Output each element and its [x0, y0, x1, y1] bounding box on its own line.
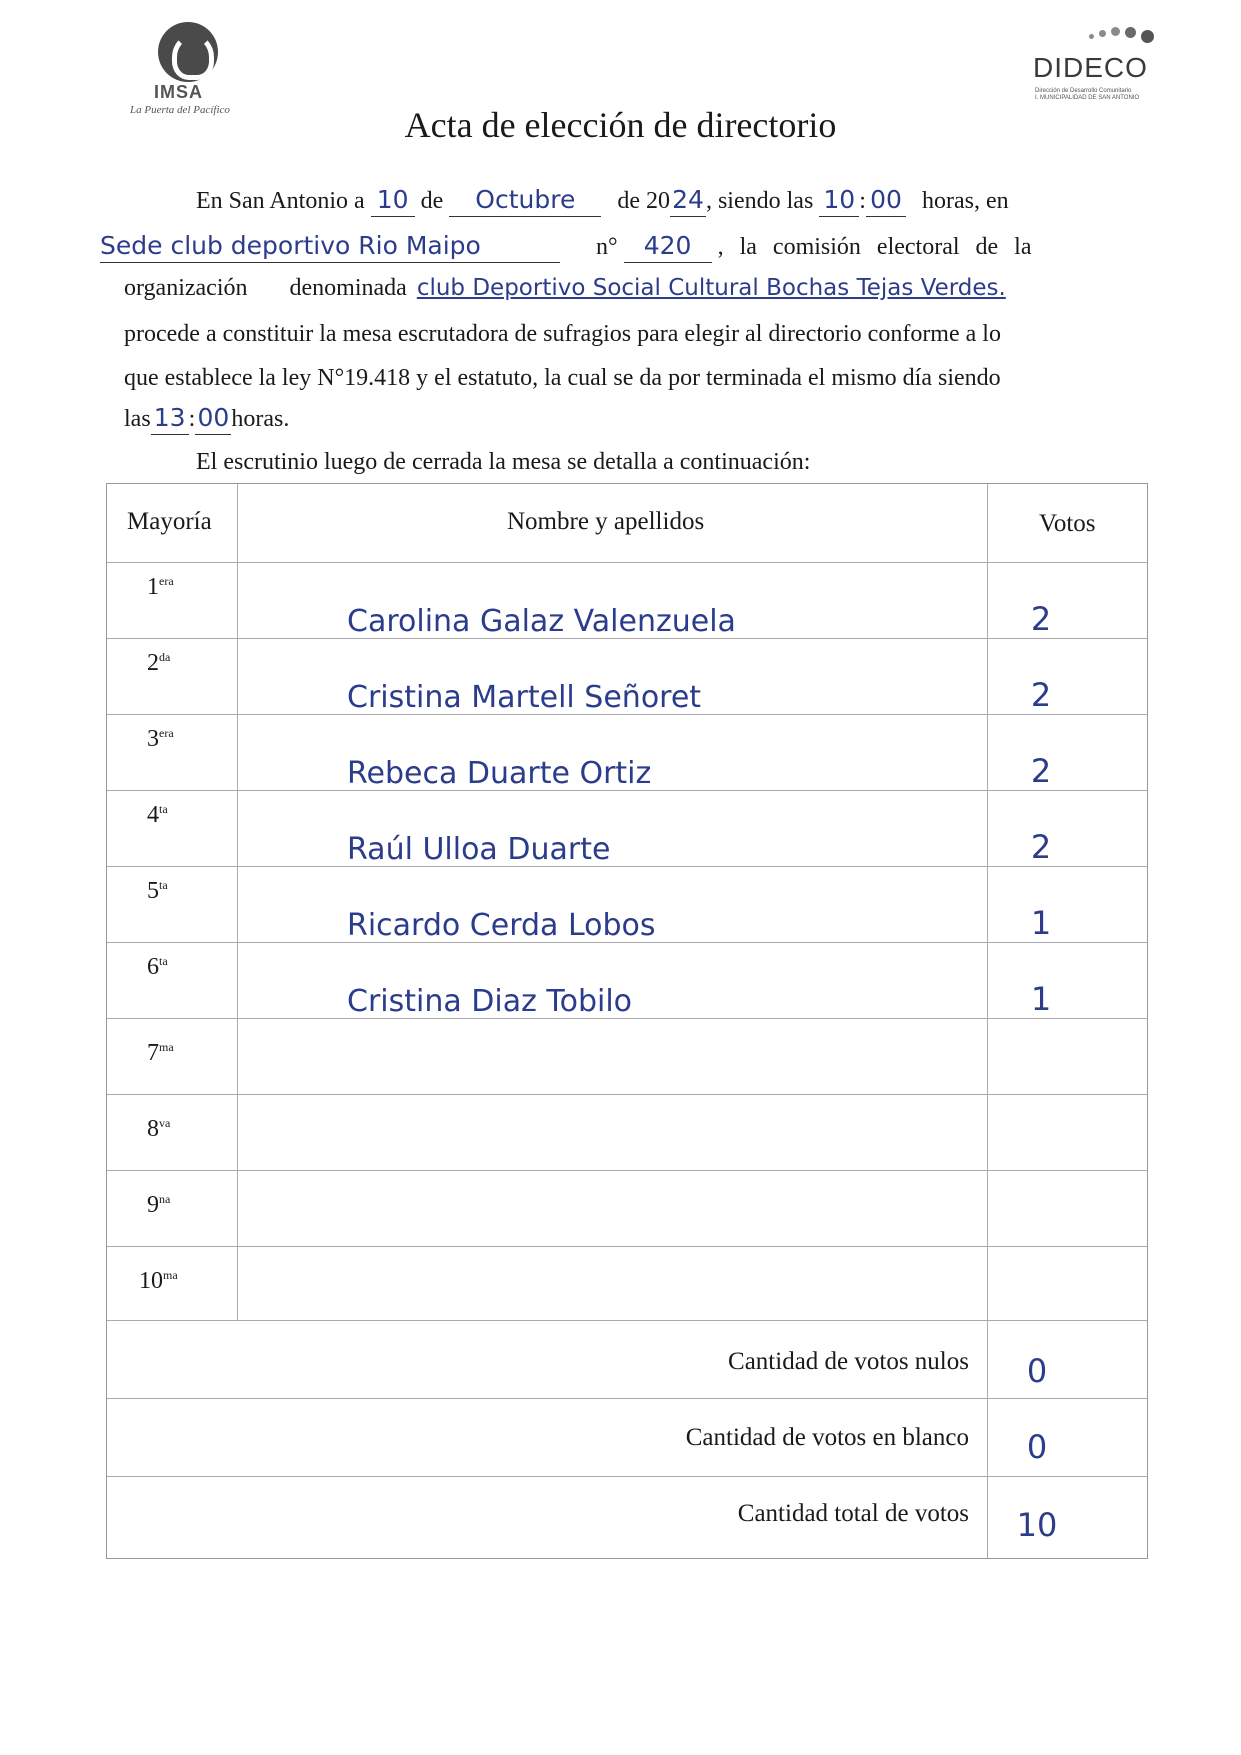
- column-divider: [237, 484, 238, 1320]
- place-field: Sede club deportivo Rio Maipo: [100, 230, 560, 263]
- row-divider: [107, 562, 1147, 563]
- rank-label: $8^{va}$: [147, 1116, 171, 1142]
- dideco-logo: [1025, 22, 1175, 112]
- rank-label: $5^{ta}$: [147, 878, 168, 904]
- candidate-name: Raúl Ulloa Duarte: [347, 832, 611, 867]
- null-votes-label: Cantidad de votos nulos: [728, 1348, 969, 1375]
- number-field: 420: [624, 230, 712, 263]
- row-divider: [107, 1246, 1147, 1247]
- candidate-name: Carolina Galaz Valenzuela: [347, 604, 736, 639]
- intro-line-4: procede a constituir la mesa escrutadora de sufragios para elegir al directorio conforme a lo: [124, 321, 1001, 347]
- end-min-field: 00: [195, 402, 231, 435]
- end-hour-field: 13: [151, 402, 189, 435]
- day-field: 10: [371, 184, 415, 217]
- candidate-votes: 1: [1030, 980, 1052, 1018]
- imsa-tagline: La Puerta del Pacífico: [130, 104, 230, 116]
- header-votos: Votos: [1039, 510, 1096, 537]
- document-title: Acta de elección de directorio: [404, 105, 837, 145]
- intro-text: En San Antonio a: [196, 188, 365, 214]
- candidate-name: Cristina Martell Señoret: [347, 680, 702, 715]
- intro-text: organización: [124, 275, 248, 301]
- total-votes-value: 10: [1016, 1506, 1058, 1544]
- null-votes-value: 0: [1026, 1352, 1048, 1390]
- month-field: Octubre: [449, 184, 601, 217]
- candidate-name: Cristina Diaz Tobilo: [347, 984, 633, 1019]
- intro-text: denominada: [289, 275, 407, 301]
- intro-text: de 20: [617, 188, 670, 214]
- intro-text: , siendo las: [705, 188, 814, 214]
- blank-votes-value: 0: [1026, 1428, 1048, 1466]
- intro-text: las: [124, 406, 151, 432]
- candidate-votes: 2: [1030, 676, 1052, 714]
- intro-text: n°: [596, 234, 618, 260]
- imsa-brand: IMSA: [154, 82, 203, 102]
- candidate-votes: 2: [1030, 828, 1052, 866]
- row-divider: [107, 1170, 1147, 1171]
- dideco-municipality: I. MUNICIPALIDAD DE SAN ANTONIO: [1035, 95, 1140, 101]
- rank-label: $9^{na}$: [147, 1192, 171, 1218]
- candidate-name: Rebeca Duarte Ortiz: [347, 756, 652, 791]
- intro-line-7: El escrutinio luego de cerrada la mesa se detalla a continuación:: [196, 449, 811, 475]
- row-divider: [107, 1476, 1147, 1477]
- start-min-field: 00: [866, 184, 906, 217]
- intro-line-3: [124, 272, 1214, 304]
- rank-label: $2^{da}$: [147, 650, 171, 676]
- rank-label: $1^{era}$: [147, 574, 174, 600]
- dideco-subtitle: Dirección de Desarrollo Comunitario: [1035, 88, 1132, 94]
- rank-label: $6^{ta}$: [147, 954, 168, 980]
- rank-label: $4^{ta}$: [147, 802, 168, 828]
- intro-text: :: [859, 188, 866, 214]
- row-divider: [107, 1094, 1147, 1095]
- intro-text: horas, en: [921, 188, 1009, 214]
- dideco-brand: DIDECO: [1033, 52, 1148, 83]
- intro-line-5: que establece la ley N°19.418 y el estatuto, la cual se da por terminada el mismo día siendo: [124, 365, 1001, 391]
- row-divider: [107, 866, 1147, 867]
- row-divider: [107, 1320, 1147, 1321]
- row-divider: [107, 1398, 1147, 1399]
- results-table: [106, 483, 1148, 1559]
- imsa-emblem-icon: [158, 22, 218, 82]
- intro-line-2: [100, 230, 1151, 263]
- intro-text: de: [420, 188, 444, 214]
- candidate-votes: 1: [1030, 904, 1052, 942]
- intro-line-1: [196, 184, 1151, 217]
- candidate-name: Ricardo Cerda Lobos: [347, 908, 656, 943]
- rank-label: $7^{ma}$: [147, 1040, 174, 1066]
- start-hour-field: 10: [819, 184, 859, 217]
- candidate-votes: 2: [1030, 752, 1052, 790]
- imsa-logo: [110, 18, 250, 118]
- intro-text: , la comisión electoral de la: [717, 234, 1032, 260]
- year-field: 24: [670, 184, 706, 217]
- rank-label: $3^{era}$: [147, 726, 174, 752]
- header-mayoria: Mayoría: [127, 508, 212, 535]
- total-votes-label: Cantidad total de votos: [737, 1500, 969, 1527]
- dideco-dots-icon: [1069, 22, 1169, 52]
- intro-text: horas.: [231, 406, 290, 432]
- candidate-votes: 2: [1030, 600, 1052, 638]
- organization-name-field: club Deportivo Social Cultural Bochas Tejas Verdes.: [416, 275, 1006, 301]
- rank-label: $10^{ma}$: [139, 1268, 178, 1294]
- blank-votes-label: Cantidad de votos en blanco: [685, 1424, 969, 1451]
- intro-line-6: [124, 402, 1151, 435]
- intro-text: :: [188, 406, 196, 432]
- header-nombre: Nombre y apellidos: [507, 508, 705, 535]
- column-divider: [987, 484, 988, 1558]
